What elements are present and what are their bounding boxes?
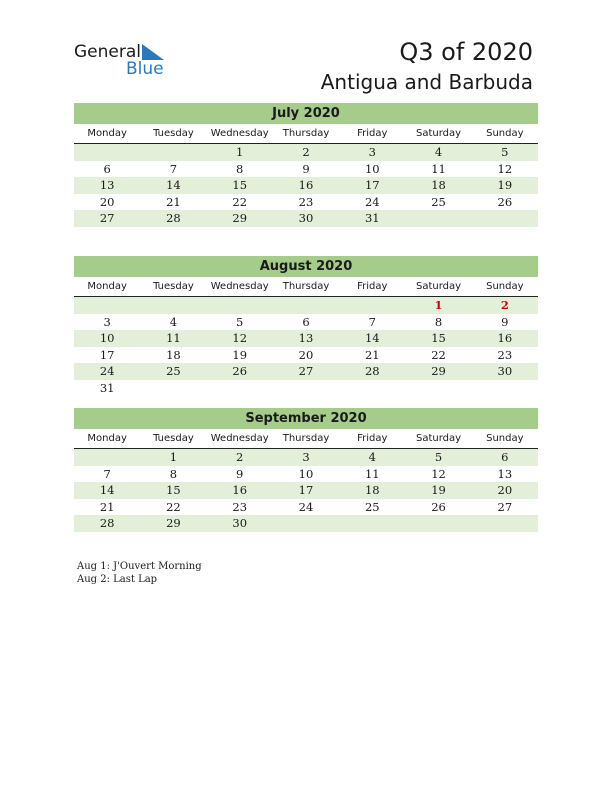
weekday-label: Friday <box>357 128 388 139</box>
weekday-header-row <box>74 127 538 144</box>
day-cell: 19 <box>232 347 248 362</box>
empty-day-cell <box>140 144 206 161</box>
day-cell: 4 <box>434 145 443 159</box>
day-cell: 4 <box>368 450 376 464</box>
day-cell: 15 <box>232 178 248 192</box>
weekday-label: Monday <box>87 281 127 292</box>
empty-day-cell <box>273 297 339 314</box>
week-row <box>74 210 538 227</box>
day-cell: 21 <box>364 347 380 362</box>
day-cell: 27 <box>497 499 513 514</box>
day-cell: 3 <box>368 145 376 159</box>
day-cell: 28 <box>99 516 115 530</box>
day-cell: 4 <box>169 314 178 329</box>
day-cell: 3 <box>103 314 111 329</box>
month-title: September 2020 <box>74 408 538 429</box>
weekday-label: Sunday <box>486 433 524 444</box>
day-cell: 18 <box>364 483 380 497</box>
day-cell: 22 <box>431 347 446 362</box>
page-title: Q3 of 2020 <box>399 38 533 66</box>
day-cell: 5 <box>501 145 509 159</box>
day-cell: 8 <box>434 314 443 329</box>
day-cell: 17 <box>298 483 314 497</box>
day-cell: 17 <box>99 347 115 362</box>
day-cell: 9 <box>501 314 509 329</box>
empty-day-cell <box>472 515 538 532</box>
weekday-label: Thursday <box>282 433 330 444</box>
day-cell: 14 <box>99 483 115 497</box>
holiday-note: Aug 2: Last Lap <box>77 574 158 585</box>
day-cell: 27 <box>99 211 115 225</box>
weekday-label: Tuesday <box>153 433 194 444</box>
day-cell: 28 <box>166 211 181 225</box>
day-cell: 29 <box>232 211 248 225</box>
weekday-label: Saturday <box>416 128 462 139</box>
day-cell: 21 <box>166 194 181 209</box>
day-cell: 2 <box>236 450 244 464</box>
empty-day-cell <box>74 449 140 466</box>
day-cell: 5 <box>434 450 443 464</box>
day-cell: 12 <box>232 331 248 345</box>
week-row <box>74 449 538 466</box>
day-cell: 1 <box>169 450 178 464</box>
day-cell: 24 <box>298 499 314 514</box>
day-cell: 18 <box>166 347 181 362</box>
empty-day-cell <box>207 297 273 314</box>
day-cell: 1 <box>434 298 443 312</box>
day-cell: 13 <box>99 178 115 192</box>
day-cell: 2 <box>302 145 310 159</box>
day-cell: 6 <box>501 450 509 464</box>
day-cell: 25 <box>431 194 446 209</box>
day-cell: 10 <box>364 161 380 176</box>
day-cell: 6 <box>302 314 310 329</box>
day-cell: 6 <box>103 161 111 176</box>
empty-day-cell <box>74 297 140 314</box>
empty-day-cell <box>207 380 273 397</box>
day-cell: 16 <box>497 331 513 345</box>
day-cell: 7 <box>103 466 111 481</box>
day-cell: 20 <box>99 194 115 209</box>
day-cell: 17 <box>364 178 380 192</box>
empty-day-cell <box>339 297 405 314</box>
week-row <box>74 363 538 380</box>
day-cell: 29 <box>431 364 446 378</box>
day-cell: 30 <box>497 364 513 378</box>
month-july <box>74 103 538 227</box>
day-cell: 15 <box>431 331 446 345</box>
page-subtitle: Antigua and Barbuda <box>320 70 533 94</box>
week-row <box>74 347 538 364</box>
weekday-label: Thursday <box>282 128 330 139</box>
weekday-header-row <box>74 280 538 297</box>
weekday-label: Monday <box>87 128 127 139</box>
day-cell: 24 <box>364 194 380 209</box>
day-cell: 24 <box>99 364 115 378</box>
day-cell: 7 <box>169 161 178 176</box>
week-row <box>74 314 538 331</box>
day-cell: 11 <box>166 331 181 345</box>
logo <box>74 42 174 78</box>
day-cell: 11 <box>364 466 380 481</box>
blue-triangle-icon <box>142 44 164 60</box>
day-cell: 22 <box>166 499 181 514</box>
day-cell: 7 <box>368 314 376 329</box>
empty-day-cell <box>273 380 339 397</box>
weekday-header-row <box>74 432 538 449</box>
day-cell: 9 <box>236 466 244 481</box>
weekday-label: Tuesday <box>153 128 194 139</box>
weekday-label: Wednesday <box>210 433 269 444</box>
holiday-notes <box>77 560 202 586</box>
day-cell: 19 <box>431 483 446 497</box>
day-cell: 2 <box>500 298 509 312</box>
day-cell: 9 <box>302 161 310 176</box>
week-row <box>74 144 538 161</box>
month-september <box>74 408 538 532</box>
empty-day-cell <box>405 210 471 227</box>
day-cell: 19 <box>497 178 513 192</box>
week-row <box>74 499 538 516</box>
week-row <box>74 330 538 347</box>
weekday-label: Wednesday <box>210 281 269 292</box>
day-cell: 3 <box>302 450 310 464</box>
empty-day-cell <box>339 515 405 532</box>
empty-day-cell <box>405 515 471 532</box>
day-cell: 12 <box>497 161 513 176</box>
weekday-label: Sunday <box>486 281 524 292</box>
day-cell: 12 <box>431 466 446 481</box>
logo-text-blue: Blue <box>126 59 164 79</box>
week-row <box>74 177 538 194</box>
week-row <box>74 297 538 314</box>
day-cell: 1 <box>236 145 244 159</box>
day-cell: 21 <box>99 499 115 514</box>
week-row <box>74 161 538 178</box>
month-title: July 2020 <box>74 103 538 124</box>
empty-day-cell <box>273 515 339 532</box>
day-cell: 14 <box>364 331 380 345</box>
empty-day-cell <box>472 380 538 397</box>
empty-day-cell <box>74 144 140 161</box>
day-cell: 13 <box>497 466 513 481</box>
day-cell: 10 <box>298 466 314 481</box>
day-cell: 5 <box>236 314 244 329</box>
day-cell: 20 <box>298 347 314 362</box>
day-cell: 18 <box>431 178 446 192</box>
month-title: August 2020 <box>74 256 538 277</box>
weekday-label: Tuesday <box>153 281 194 292</box>
day-cell: 23 <box>497 347 513 362</box>
empty-day-cell <box>140 297 206 314</box>
day-cell: 11 <box>431 161 446 176</box>
weekday-label: Sunday <box>486 128 524 139</box>
empty-day-cell <box>405 380 471 397</box>
day-cell: 30 <box>298 211 314 225</box>
day-cell: 16 <box>298 178 314 192</box>
weekday-label: Friday <box>357 433 388 444</box>
week-row <box>74 466 538 483</box>
day-cell: 25 <box>166 364 181 378</box>
weekday-label: Wednesday <box>210 128 269 139</box>
day-cell: 22 <box>232 194 248 209</box>
day-cell: 14 <box>166 178 181 192</box>
weekday-label: Friday <box>357 281 388 292</box>
month-august <box>74 256 538 396</box>
day-cell: 15 <box>166 483 181 497</box>
week-row <box>74 194 538 211</box>
day-cell: 23 <box>298 194 314 209</box>
day-cell: 13 <box>298 331 314 345</box>
day-cell: 16 <box>232 483 248 497</box>
day-cell: 26 <box>232 364 248 378</box>
day-cell: 29 <box>166 516 181 530</box>
logo-text-general: General <box>74 42 141 62</box>
day-cell: 26 <box>431 499 446 514</box>
day-cell: 30 <box>232 516 248 530</box>
day-cell: 28 <box>364 364 380 378</box>
day-cell: 10 <box>99 331 115 345</box>
day-cell: 31 <box>364 211 380 225</box>
holiday-note: Aug 1: J'Ouvert Morning <box>77 561 202 572</box>
weekday-label: Thursday <box>282 281 330 292</box>
weekday-label: Saturday <box>416 433 462 444</box>
weekday-label: Monday <box>87 433 127 444</box>
weekday-label: Saturday <box>416 281 462 292</box>
week-row <box>74 482 538 499</box>
day-cell: 23 <box>232 499 248 514</box>
empty-day-cell <box>339 380 405 397</box>
empty-day-cell <box>140 380 206 397</box>
day-cell: 26 <box>497 194 513 209</box>
day-cell: 25 <box>364 499 380 514</box>
day-cell: 31 <box>99 380 115 395</box>
day-cell: 8 <box>236 161 244 176</box>
empty-day-cell <box>472 210 538 227</box>
day-cell: 8 <box>169 466 178 481</box>
week-row <box>74 515 538 532</box>
day-cell: 27 <box>298 364 314 378</box>
week-row <box>74 380 538 397</box>
day-cell: 20 <box>497 483 513 497</box>
